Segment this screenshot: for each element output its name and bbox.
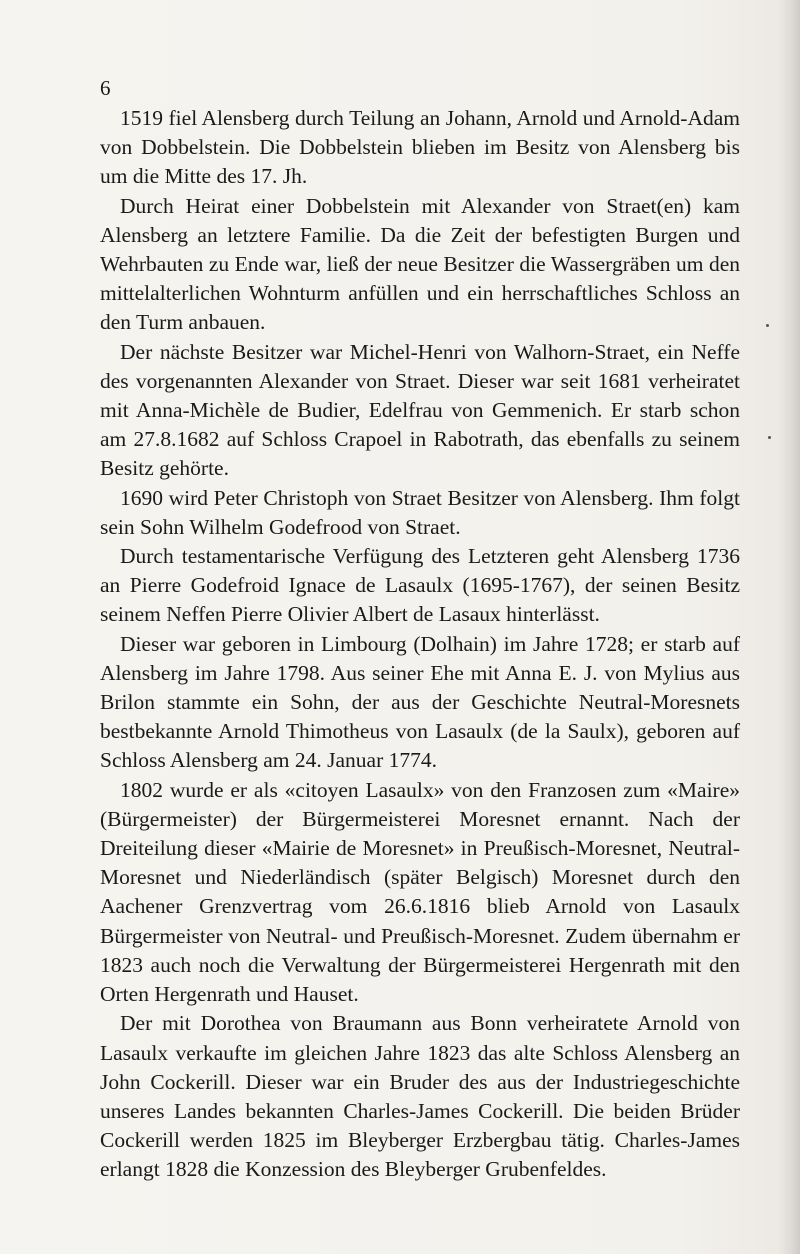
page-number: 6: [100, 76, 111, 100]
paragraph-5: Durch testamentarische Verfügung des Letzteren geht Alensberg 1736 an Pierre Godefroid Ignace de Lasaulx (1695-1767), der seinen Besitz seinem Neffen Pierre Olivier Albert de Lasaux hinterlässt.: [100, 544, 740, 627]
body-text: [100, 104, 740, 1185]
paragraph-6: Dieser war geboren in Limbourg (Dolhain) im Jahre 1728; er starb auf Alensberg im Jahre 1798. Aus seiner Ehe mit Anna E. J. von Mylius aus Brilon stammte ein Sohn, der aus der Geschichte Neutral-Moresnets bestbekannte Arnold Thimotheus von Lasaulx (de la Saulx), geboren auf Schloss Alensberg am 24. Januar 1774.: [100, 631, 740, 773]
paragraph-7: 1802 wurde er als «citoyen Lasaulx» von den Franzosen zum «Maire» (Bürgermeister) der Bürgermeisterei Moresnet ernannt. Nach der Dreiteilung dieser «Mairie de Moresnet» in Preußisch-Moresnet, Neutral-Moresnet und Niederländisch (später Belgisch) Moresnet durch den Aachener Grenzvertrag vom 26.6.1816 blieb Arnold von Lasaulx Bürgermeister von Neutral- und Preußisch-Moresnet. Zudem übernahm er 1823 auch noch die Verwaltung der Bürgermeisterei Hergenrath mit den Orten Hergenrath und Hauset.: [100, 777, 740, 1007]
scan-speck: [766, 324, 769, 327]
paragraph-3: Der nächste Besitzer war Michel-Henri von Walhorn-Straet, ein Neffe des vorgenannten Alexander von Straet. Dieser war seit 1681 verheiratet mit Anna-Michèle de Budier, Edelfrau von Gemmenich. Er starb schon am 27.8.1682 auf Schloss Crapoel in Rabotrath, das ebenfalls zu seinem Besitz gehörte.: [100, 339, 740, 481]
paragraph-8: Der mit Dorothea von Braumann aus Bonn verheiratete Arnold von Lasaulx verkaufte im gleichen Jahre 1823 das alte Schloss Alensberg an John Cockerill. Dieser war ein Bruder des aus der Industriegeschichte unseres Landes bekannten Charles-James Cockerill. Die beiden Brüder Cockerill werden 1825 im Bleyberger Erzbergbau tätig. Charles-James erlangt 1828 die Konzession des Bleyberger Grubenfeldes.: [100, 1011, 740, 1182]
paragraph-1: 1519 fiel Alensberg durch Teilung an Johann, Arnold und Arnold-Adam von Dobbelstein. Die Dobbelstein blieben im Besitz von Alensberg bis um die Mitte des 17. Jh.: [100, 106, 740, 189]
paragraph-4: 1690 wird Peter Christoph von Straet Besitzer von Alensberg. Ihm folgt sein Sohn Wilhelm Godefrood von Straet.: [100, 485, 740, 539]
scan-speck: [768, 436, 771, 439]
binding-shadow: [778, 0, 800, 1254]
paragraph-2: Durch Heirat einer Dobbelstein mit Alexander von Straet(en) kam Alensberg an letztere Familie. Da die Zeit der befestigten Burgen und Wehrbauten zu Ende war, ließ der neue Besitzer die Wassergräben um den mittelalterlichen Wohnturm anfüllen und ein herrschaftliches Schloss an den Turm anbauen.: [100, 193, 740, 335]
